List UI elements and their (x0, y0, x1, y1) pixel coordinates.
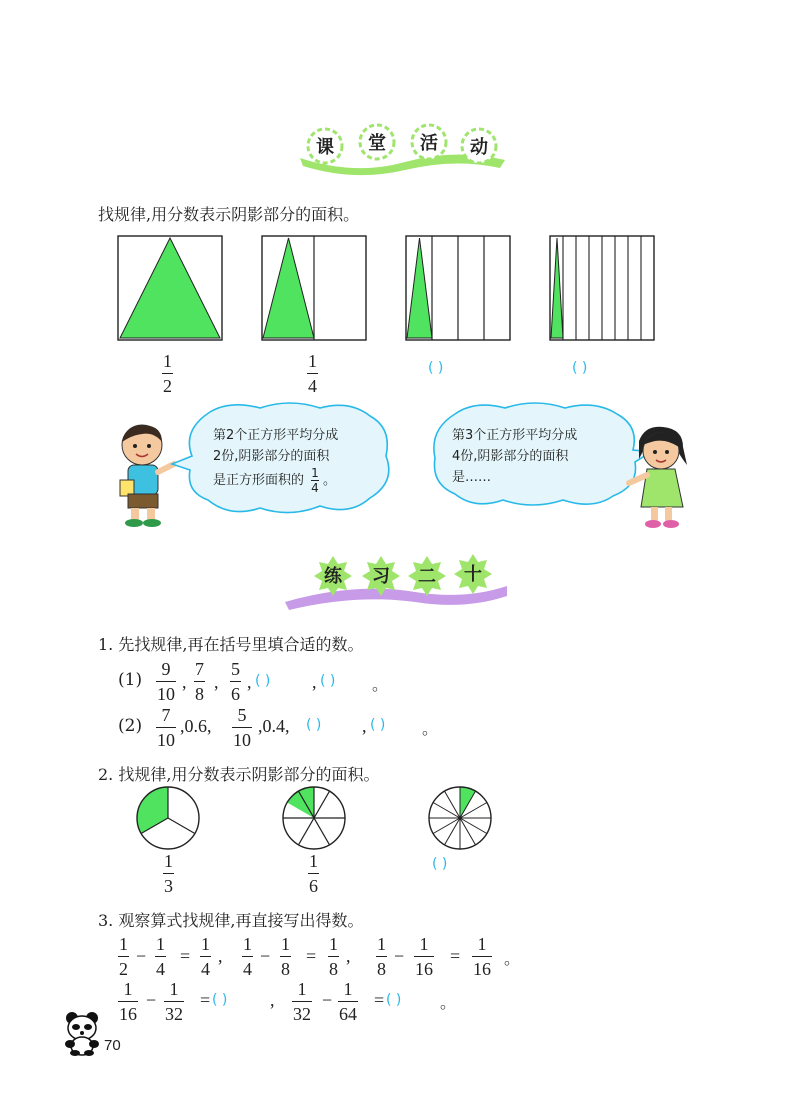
activity-blank-3[interactable]: ( ) (428, 360, 444, 376)
q1-part2-blank-1[interactable]: ( ) (306, 717, 322, 733)
q3-r1-eq2: = (306, 946, 317, 966)
q3-r1-eq1: = (180, 946, 191, 966)
exercise-banner-char-1: 练 (324, 566, 342, 587)
q3-r2-b2: 1 64 (339, 979, 357, 1025)
boy-bubble-line-2: 2份,阴影部分的面积 (213, 449, 330, 464)
q3-r2-blank-2[interactable]: ( ) (386, 992, 402, 1008)
boy-bubble-line-3: 是正方形面积的 (213, 473, 305, 488)
page-number: 70 (104, 1037, 121, 1054)
circle-twelfths (429, 787, 491, 849)
panda-icon (62, 1010, 102, 1056)
q2-title: 2. 找规律,用分数表示阴影部分的面积。 (98, 765, 380, 784)
q2-label-2: 1 6 (309, 851, 318, 897)
q2-blank-3[interactable]: ( ) (432, 856, 448, 872)
q3-r2-eq2: = (374, 990, 385, 1010)
q1-part1-comma-1: , (182, 672, 187, 692)
q1-part1-end: 。 (372, 677, 389, 694)
exercise-banner-char-4: 十 (464, 564, 482, 585)
girl-bubble-line-2: 4份,阴影部分的面积 (452, 449, 569, 464)
q3-r1-a2: 1 4 (243, 934, 252, 980)
banner-char-2: 堂 (368, 133, 386, 154)
q3-r1-period: 。 (504, 951, 521, 968)
q1-part2-frac-2: 5 10 (233, 705, 251, 751)
boy-bubble-text (213, 425, 339, 495)
q3-r1-comma1: , (218, 946, 223, 966)
q2-circles (120, 780, 510, 860)
activity-blank-4[interactable]: ( ) (572, 360, 588, 376)
q3-r1-comma2: , (346, 946, 351, 966)
square-3 (406, 236, 510, 340)
square-1 (118, 236, 222, 340)
girl-illustration (625, 425, 695, 533)
q3-r1-minus1: − (136, 946, 147, 966)
girl-bubble-line-1: 第3个正方形平均分成 (452, 428, 578, 443)
boy-bubble-fraction: $\frac{1}{4}$ (311, 466, 319, 495)
boy-bubble-line-1: 第2个正方形平均分成 (213, 428, 339, 443)
q1-part2-decimal-1: ,0.6, (180, 716, 212, 736)
q3-r2-comma: , (270, 990, 275, 1010)
q1-part1-blank-2[interactable]: ( ) (320, 673, 336, 689)
q1-part1-label: (1) (118, 670, 143, 690)
q3-r1-b1: 1 4 (156, 934, 165, 980)
q3-r1-r3: 1 16 (473, 934, 491, 980)
q2-label-1: 1 3 (164, 851, 173, 897)
square-2 (262, 236, 366, 340)
boy-bubble-end: 。 (322, 473, 336, 488)
q3-r1-r2: 1 8 (329, 934, 338, 980)
section-banner-exercise (285, 552, 510, 614)
q3-title: 3. 观察算式找规律,再直接写出得数。 (98, 911, 364, 930)
q1-part1-comma-4: , (312, 672, 317, 692)
activity-label-2: 1 4 (308, 351, 317, 397)
q1-part2-decimal-2: ,0.4, (258, 716, 290, 736)
banner-char-1: 课 (316, 137, 334, 158)
q3-r1-eq3: = (450, 946, 461, 966)
q1-part2-frac-1: 7 10 (157, 705, 175, 751)
activity-instruction: 找规律,用分数表示阴影部分的面积。 (98, 205, 360, 224)
activity-squares (110, 230, 670, 345)
q1-part1-blank-1[interactable]: ( ) (255, 673, 271, 689)
section-banner-activity (295, 118, 510, 178)
q3-r2-blank-1[interactable]: ( ) (212, 992, 228, 1008)
q3-r1-a1: 1 2 (119, 934, 128, 980)
q1-part2-comma: , (362, 716, 367, 736)
girl-bubble-line-3: 是…… (452, 470, 492, 485)
q3-r1-a3: 1 8 (377, 934, 386, 980)
q1-part2-end: 。 (422, 721, 439, 738)
q1-part1-frac-2: 7 8 (195, 659, 204, 705)
q1-part1-comma-3: , (247, 672, 252, 692)
q1-title: 1. 先找规律,再在括号里填合适的数。 (98, 635, 364, 654)
q3-r2-a1: 1 16 (119, 979, 137, 1025)
q3-r1-b3: 1 16 (415, 934, 433, 980)
q1-part2-label: (2) (118, 716, 143, 736)
activity-label-1: 1 2 (163, 351, 172, 397)
q3-r2-period: 。 (440, 995, 457, 1012)
q1-part1-frac-3: 5 6 (231, 659, 240, 705)
q3-r1-minus2: − (260, 946, 271, 966)
square-4 (550, 236, 654, 340)
q3-r2-minus2: − (322, 990, 333, 1010)
exercise-banner-char-2: 习 (372, 566, 390, 587)
exercise-banner-char-3: 二 (418, 566, 436, 587)
q3-r2-a2: 1 32 (293, 979, 311, 1025)
circle-sixths (283, 787, 345, 849)
q3-r1-b2: 1 8 (281, 934, 290, 980)
circle-thirds (137, 787, 199, 849)
banner-char-4: 动 (470, 137, 488, 158)
q3-r1-r1: 1 4 (201, 934, 210, 980)
q1-part1-frac-1: 9 10 (157, 659, 175, 705)
q1-part2-blank-2[interactable]: ( ) (370, 717, 386, 733)
banner-char-3: 活 (420, 133, 438, 154)
q1-part1-comma-2: , (214, 672, 219, 692)
q3-r2-b1: 1 32 (165, 979, 183, 1025)
girl-bubble-text (452, 425, 577, 488)
q3-r2-eq1: = (200, 990, 211, 1010)
q3-r2-minus1: − (146, 990, 157, 1010)
q3-r1-minus3: − (394, 946, 405, 966)
